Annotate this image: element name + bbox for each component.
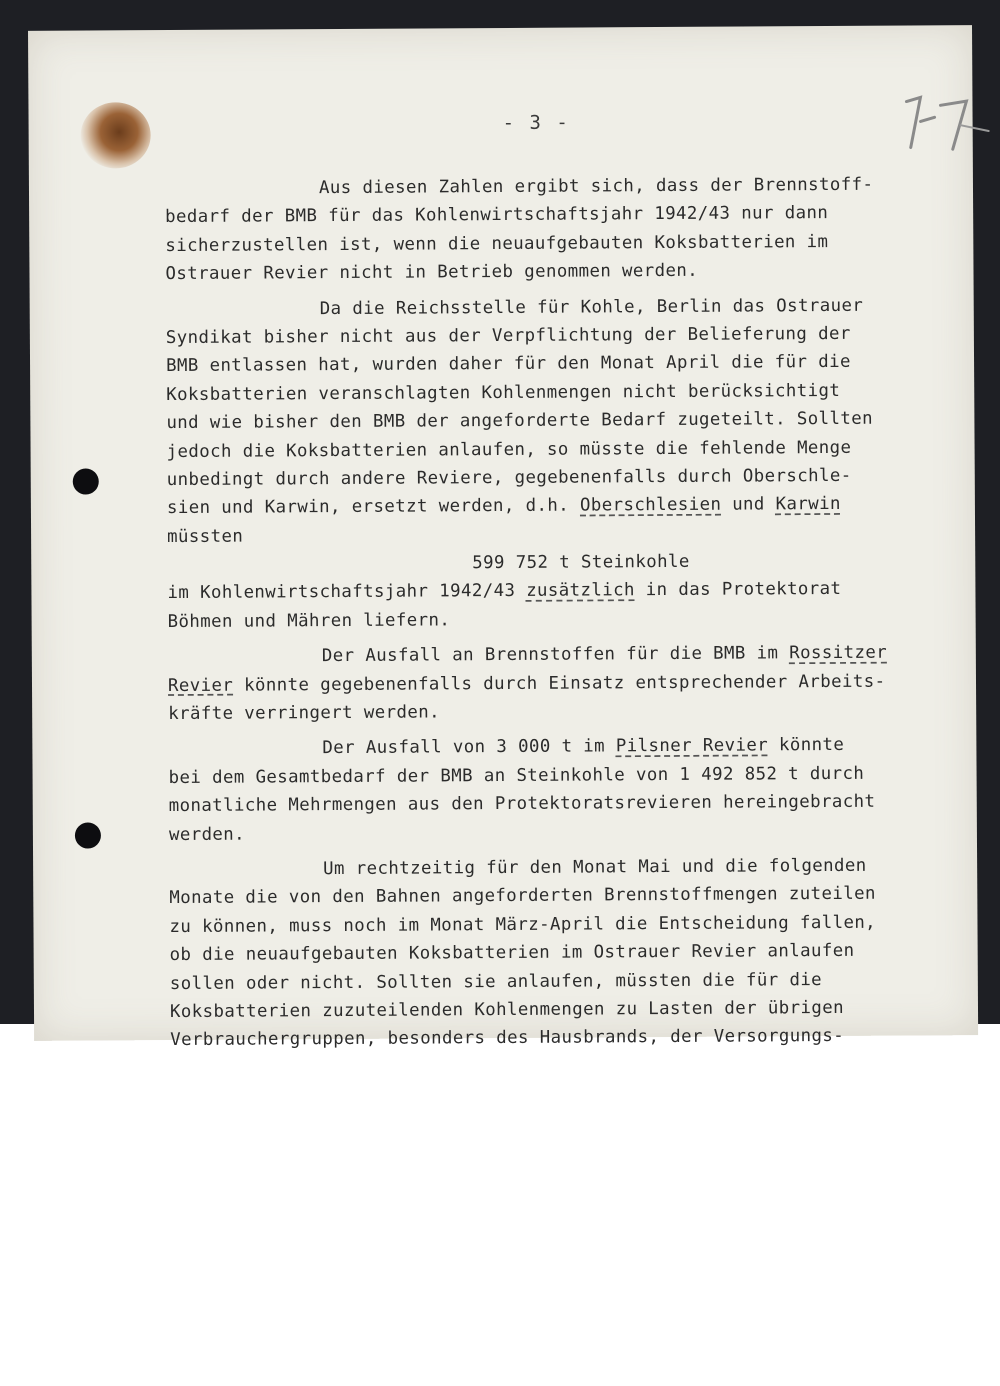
paragraph xyxy=(165,170,966,288)
handwritten-folio-number xyxy=(900,91,990,154)
line-text: Koksbatterien veranschlagten Kohlenmengen nicht berücksichtigt xyxy=(166,380,841,405)
line-text: und wie bisher den BMB der angeforderte Bedarf zugeteilt. Sollten xyxy=(166,408,874,434)
line-text: 599 752 t Steinkohle xyxy=(472,551,690,574)
line-text: Der Ausfall von 3 000 t im xyxy=(322,736,616,759)
line-text: bedarf der BMB für das Kohlenwirtschaftsjahr 1942/43 nur dann xyxy=(165,203,829,228)
line-text: könnte gegebenenfalls durch Einsatz entsprechender Arbeits- xyxy=(233,671,886,696)
underlined-text: Oberschlesien xyxy=(579,494,722,516)
line-text: und xyxy=(721,494,776,515)
line-text: Böhmen und Mähren liefern. xyxy=(167,610,451,632)
line-text: Monate die von den Bahnen angeforderten Brennstoffmengen zuteilen xyxy=(169,884,876,909)
line-text: Verbrauchergruppen, besonders des Hausbrands, der Versorgungs- xyxy=(170,1026,845,1051)
line-text: Um rechtzeitig für den Monat Mai und die folgenden xyxy=(323,855,867,880)
paragraph xyxy=(168,731,969,849)
paragraph xyxy=(169,851,970,1055)
paragraph xyxy=(168,638,969,728)
line-text: kräfte verringert werden. xyxy=(168,702,441,725)
typewritten-page xyxy=(28,25,978,1051)
line-text: in das Protektorat xyxy=(634,579,842,601)
text-line xyxy=(168,638,968,671)
underlined-text: Revier xyxy=(167,675,234,696)
line-text: unbedingt durch andere Reviere, gegebenenfalls durch Oberschle- xyxy=(166,465,852,490)
underlined-text: Pilsner Revier xyxy=(615,735,769,757)
punch-hole-upper xyxy=(73,468,99,494)
line-text: Aus diesen Zahlen ergibt sich, dass der Brennstoff- xyxy=(318,174,874,199)
text-line xyxy=(166,404,966,437)
line-text: bei dem Gesamtbedarf der BMB an Steinkohle von 1 492 852 t durch xyxy=(168,763,865,788)
text-line xyxy=(169,880,969,913)
text-line xyxy=(167,461,967,494)
page-number: - 3 - xyxy=(502,111,570,134)
document-body xyxy=(165,170,970,1062)
text-line xyxy=(169,787,969,820)
line-text: Syndikat bisher nicht aus der Verpflichtung der Belieferung der xyxy=(165,323,851,348)
line-text: jedoch die Koksbatterien anlaufen, so müsste die fehlende Menge xyxy=(166,437,852,462)
line-text: sien und Karwin, ersetzt werden, d.h. xyxy=(166,495,581,519)
line-text: werden. xyxy=(168,824,246,845)
line-text: Koksbatterien zuzuteilenden Kohlenmengen zu Lasten der übrigen xyxy=(169,997,845,1022)
line-text: sollen oder nicht. Sollten sie anlaufen, müssten die für die xyxy=(169,969,823,994)
underlined-text: Rossitzer xyxy=(789,642,888,664)
text-line xyxy=(166,348,966,381)
line-text: Da die Reichsstelle für Kohle, Berlin das Ostrauer xyxy=(319,295,864,319)
text-line xyxy=(165,170,965,203)
text-line xyxy=(170,936,970,969)
text-line xyxy=(168,667,968,700)
burn-stain xyxy=(80,102,150,168)
line-text: könnte xyxy=(768,735,845,756)
line-text: Ostrauer Revier nicht in Betrieb genommen werden. xyxy=(165,260,699,285)
line-text: Der Ausfall an Brennstoffen für die BMB im xyxy=(321,643,790,667)
line-text: müssten xyxy=(167,526,244,547)
punch-hole-lower xyxy=(75,822,101,848)
line-text: BMB entlassen hat, wurden daher für den Monat April die für die xyxy=(165,352,851,377)
line-text: im Kohlenwirtschaftsjahr 1942/43 xyxy=(167,581,527,604)
line-text: sicherzustellen ist, wenn die neuaufgebauten Koksbatterien im xyxy=(165,231,829,256)
line-text: zu können, muss noch im Monat März-April die Entscheidung fallen, xyxy=(169,912,877,937)
line-text: monatliche Mehrmengen aus den Protektoratsrevieren hereingebracht xyxy=(168,791,876,817)
underlined-text: Karwin xyxy=(775,494,841,515)
line-text: ob die neuaufgebauten Koksbatterien im Ostrauer Revier anlaufen xyxy=(169,941,855,966)
paragraph xyxy=(166,291,968,637)
underlined-text: zusätzlich xyxy=(526,580,635,602)
